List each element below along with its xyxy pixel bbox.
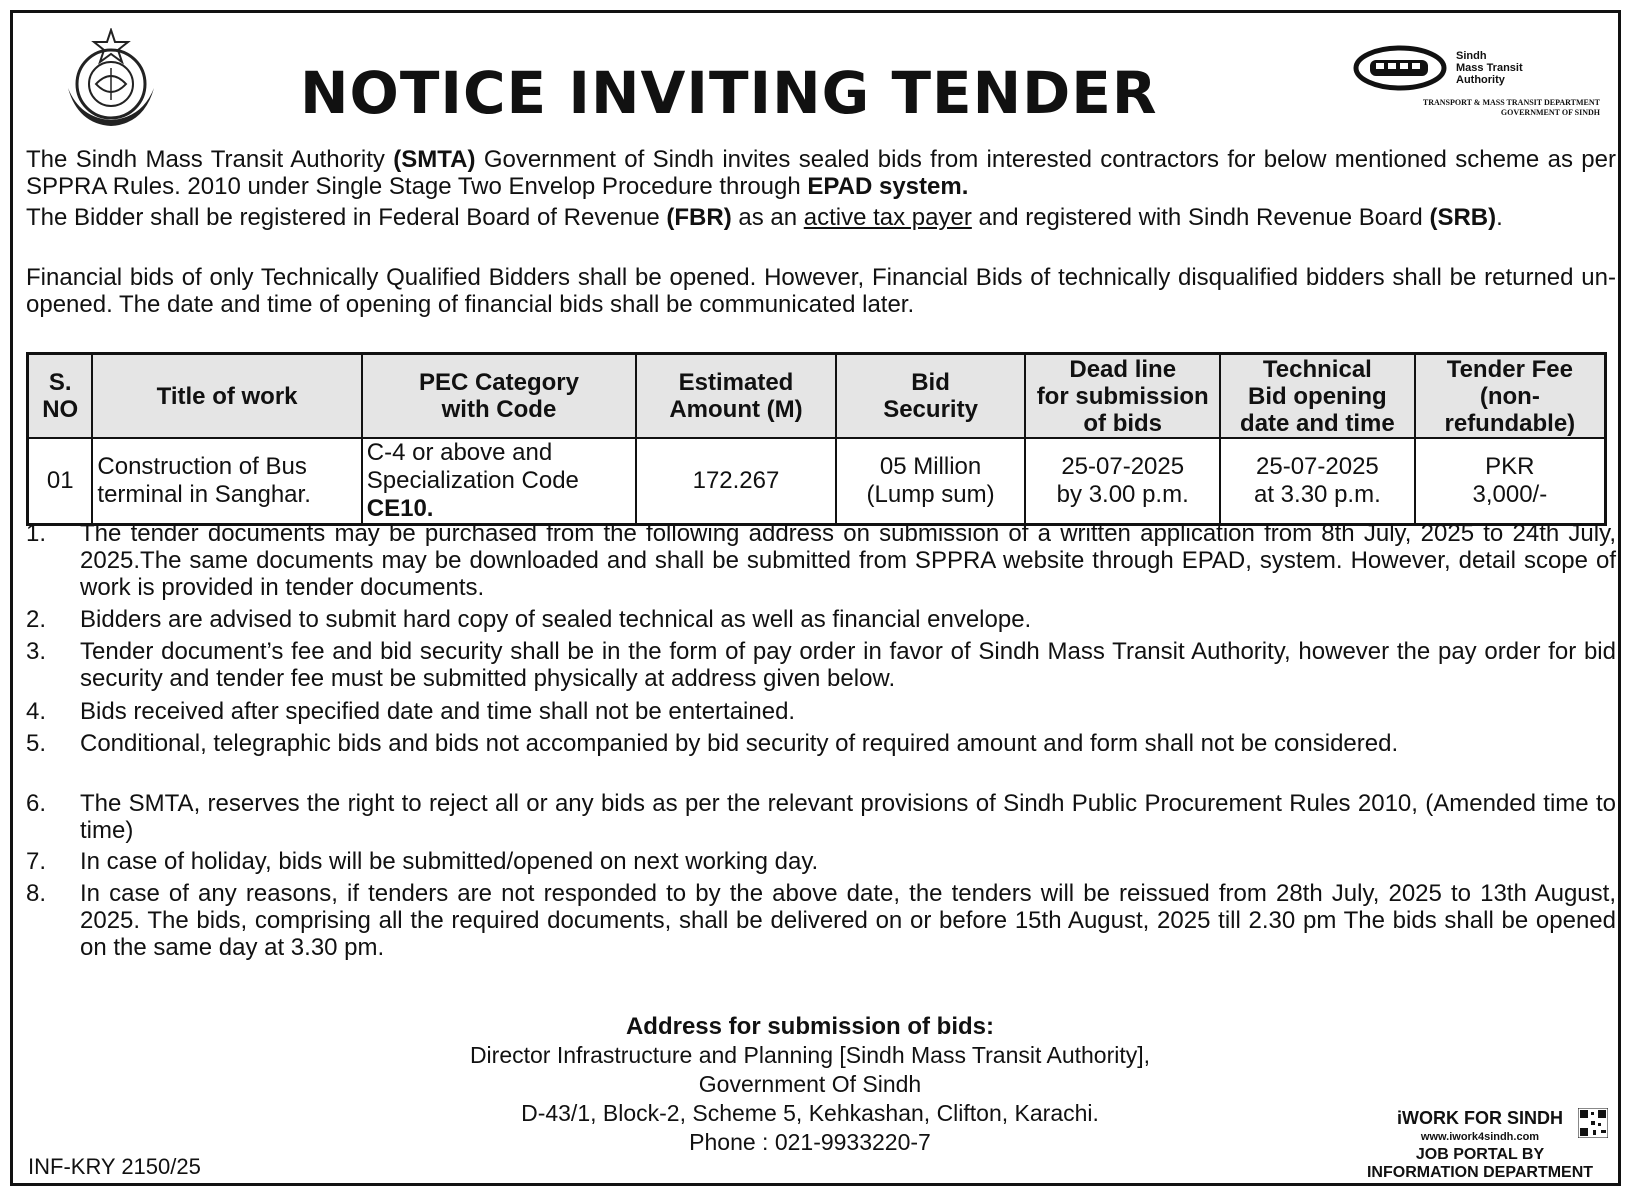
header-deadline: Dead line for submission of bids: [1025, 354, 1220, 439]
address-line2: Government Of Sindh: [698, 1071, 922, 1097]
cell-pec: C-4 or above and Specialization Code CE10.: [362, 438, 636, 525]
address-line1: Director Infrastructure and Planning [Sindh Mass Transit Authority],: [469, 1042, 1151, 1068]
cell-title: Construction of Bus terminal in Sanghar.: [92, 438, 361, 525]
header-title: Title of work: [92, 354, 361, 439]
intro-paragraph-3: Financial bids of only Technically Qualified Bidders shall be opened. However, Financial Bids of technically disqualified bidders shall be returned un-opened. The date and time of opening of financial bids shall be communicated later.: [26, 264, 1616, 318]
header-pec: PEC Category with Code: [362, 354, 636, 439]
header-sno: S. NO: [28, 354, 93, 439]
tender-table: [26, 352, 1607, 526]
address-line3: D-43/1, Block-2, Scheme 5, Kehkashan, Clifton, Karachi.: [521, 1100, 1099, 1126]
job-portal-badge: [1360, 1108, 1600, 1182]
org-line2: Mass Transit: [1456, 62, 1523, 74]
smta-logo: [1300, 42, 1600, 132]
dept-line1: TRANSPORT & MASS TRANSIT DEPARTMENT: [1422, 98, 1600, 107]
dept-line2: GOVERNMENT OF SINDH: [1500, 108, 1600, 117]
cell-technical-opening: 25-07-2025 at 3.30 p.m.: [1220, 438, 1415, 525]
header-estimated: Estimated Amount (M): [636, 354, 836, 439]
portal-url: www.iwork4sindh.com: [1420, 1131, 1540, 1143]
portal-line2: INFORMATION DEPARTMENT: [1366, 1164, 1594, 1181]
cell-deadline: 25-07-2025 by 3.00 p.m.: [1025, 438, 1220, 525]
header-tender-fee: Tender Fee (non- refundable): [1415, 354, 1606, 439]
qr-code-icon: [1578, 1108, 1608, 1138]
cell-estimated: 172.267: [636, 438, 836, 525]
header-bid-security: Bid Security: [836, 354, 1026, 439]
cell-bid-security: 05 Million (Lump sum): [836, 438, 1026, 525]
cell-tender-fee: PKR 3,000/-: [1415, 438, 1606, 525]
portal-brand: iWORK FOR SINDH: [1396, 1108, 1563, 1128]
table-row: [28, 438, 1606, 525]
sindh-government-seal-icon: [58, 28, 164, 130]
smta-logo-icon: [1348, 44, 1448, 92]
intro-paragraph-2: The Bidder shall be registered in Federal Board of Revenue (FBR) as an active tax payer and registered with Sindh Revenue Board (SRB).: [26, 204, 1503, 231]
intro-paragraph-1: The Sindh Mass Transit Authority (SMTA) Government of Sindh invites sealed bids from interested contractors for below mentioned scheme as per SPPRA Rules. 2010 under Single Stage Two Envelop Procedure through EPAD system.: [26, 146, 1616, 200]
submission-address: [260, 1012, 1360, 1157]
org-line3: Authority: [1456, 74, 1505, 86]
notice-title: NOTICE INVITING TENDER: [300, 59, 1158, 127]
header-technical-opening: Technical Bid opening date and time: [1220, 354, 1415, 439]
cell-sno: 01: [28, 438, 93, 525]
org-line1: Sindh: [1456, 50, 1487, 62]
address-heading: Address for submission of bids:: [625, 1013, 995, 1040]
address-phone: Phone : 021-9933220-7: [689, 1129, 931, 1155]
portal-line1: JOB PORTAL BY: [1415, 1146, 1545, 1163]
table-header-row: [28, 354, 1606, 439]
reference-number: INF-KRY 2150/25: [28, 1154, 201, 1179]
